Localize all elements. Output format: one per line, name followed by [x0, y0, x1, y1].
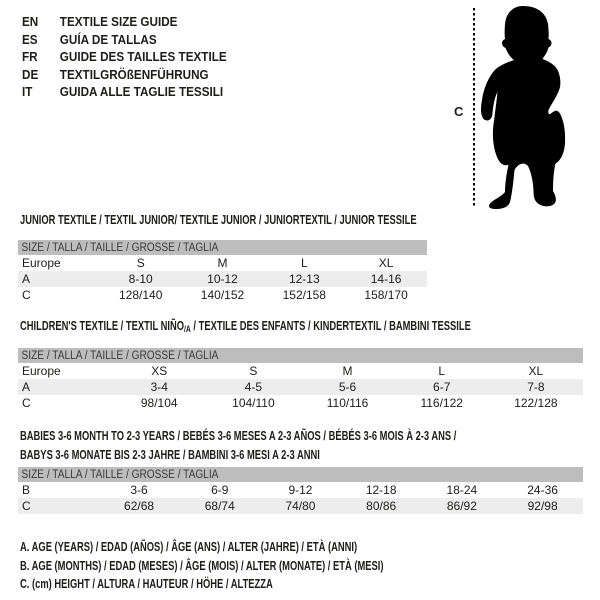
- size-value-cell: 152/158: [282, 288, 326, 302]
- size-value-cell: 4-5: [206, 379, 300, 395]
- size-value-cell: L: [300, 256, 308, 270]
- size-header-text: SIZE / TALLA / TAILLE / GRÖSSE / TAGLIA: [21, 349, 219, 362]
- note-line: A. AGE (YEARS) / EDAD (AÑOS) / ÂGE (ANS) / ALTER (JAHRE) / ETÀ (ANNI): [20, 540, 358, 554]
- size-value-cell: M: [217, 256, 228, 270]
- row-label-cell: A: [18, 271, 100, 287]
- section-title-text: BABIES 3-6 MONTH TO 2-3 YEARS / BEBÉS 3-6 MESES A 2-3 AÑOS / BÉBÉS 3-6 MOIS À 2-3 ANS /: [20, 429, 457, 443]
- section-title-line: [20, 427, 456, 446]
- size-table-children: [18, 348, 583, 411]
- size-value-cell: 14-16: [345, 271, 427, 287]
- row-label-cell: C: [22, 288, 31, 302]
- section-title-text: / TEXTILE DES ENFANTS / KINDERTEXTIL / BAMBINI TESSILE: [190, 319, 471, 333]
- size-value-cell: 98/104: [140, 396, 178, 410]
- size-value-cell: 74/80: [260, 498, 341, 514]
- section-title-line: [20, 317, 471, 339]
- baby-silhouette-path: [481, 6, 565, 209]
- language-code: IT: [22, 84, 33, 99]
- size-table-row: [18, 363, 583, 379]
- size-value-cell: 116/122: [420, 396, 463, 410]
- footnote-list: [20, 538, 384, 594]
- size-table-junior: [18, 240, 427, 303]
- size-value-cell: 158/170: [364, 288, 408, 302]
- language-row: [22, 48, 227, 66]
- size-value-cell: XS: [151, 364, 168, 378]
- language-code: DE: [22, 66, 39, 82]
- size-value-cell: 9-12: [288, 483, 313, 497]
- size-value-cell: 24-36: [527, 483, 558, 497]
- section-title-babies: [20, 427, 456, 464]
- size-header-cell: [18, 240, 427, 255]
- row-label-cell: C: [18, 498, 99, 514]
- size-value-cell: 5-6: [300, 379, 394, 395]
- language-title: GUÍA DE TALLAS: [59, 31, 157, 47]
- language-row: [22, 83, 227, 101]
- language-code: ES: [22, 31, 38, 47]
- height-measure-dashed-line: [473, 8, 475, 207]
- language-title-list: [22, 13, 249, 101]
- size-table-row: [18, 395, 583, 411]
- language-title: GUIDA ALLE TAGLIE TESSILI: [59, 84, 224, 99]
- language-code: EN: [22, 14, 39, 29]
- row-label-cell: Europe: [22, 256, 61, 270]
- size-value-cell: L: [438, 364, 446, 378]
- language-code: FR: [22, 49, 38, 64]
- size-table-row: [18, 287, 427, 303]
- size-value-cell: 3-4: [112, 379, 206, 395]
- section-title-children: [20, 317, 471, 339]
- size-header-text: SIZE / TALLA / TAILLE / GRÖSSE / TAGLIA: [21, 468, 219, 481]
- size-value-cell: 7-8: [489, 379, 583, 395]
- size-value-cell: XL: [378, 256, 394, 270]
- language-row: [22, 31, 227, 49]
- row-label-cell: C: [22, 396, 31, 410]
- size-header-cell: [18, 348, 583, 363]
- size-table-row: [18, 379, 583, 395]
- size-value-cell: 104/110: [232, 396, 275, 410]
- size-value-cell: 12-18: [365, 483, 397, 497]
- baby-silhouette-icon: [479, 4, 574, 211]
- size-table-row: [18, 498, 583, 514]
- note-line: C. (cm) HEIGHT / ALTURA / HAUTEUR / HÖHE / ALTEZZA: [20, 577, 273, 591]
- size-value-cell: 80/86: [341, 498, 422, 514]
- size-value-cell: 122/128: [514, 396, 558, 410]
- section-title-line: [20, 446, 456, 465]
- size-header-row: [18, 240, 427, 255]
- section-title-junior: [20, 211, 417, 230]
- size-header-row: [18, 348, 583, 363]
- size-value-cell: 12-13: [263, 271, 345, 287]
- size-value-cell: 140/152: [200, 288, 245, 302]
- size-value-cell: 10-12: [182, 271, 264, 287]
- section-title-text: BABYS 3-6 MONATE BIS 2-3 JAHRE / BAMBINI 3-6 MESI A 2-3 ANNI: [20, 447, 320, 462]
- language-title: TEXTILE SIZE GUIDE: [59, 14, 178, 29]
- language-title: GUIDE DES TAILLES TEXTILE: [59, 49, 227, 64]
- size-value-cell: 6-9: [211, 483, 229, 497]
- section-title-text: CHILDREN'S TEXTILE / TEXTIL NIÑO: [20, 319, 185, 333]
- height-label-c: C: [454, 104, 464, 119]
- size-value-cell: S: [249, 364, 258, 378]
- size-value-cell: XL: [528, 364, 544, 378]
- row-label-cell: B: [22, 483, 31, 497]
- section-title-subscript: /A: [184, 324, 191, 334]
- size-value-cell: S: [136, 256, 145, 270]
- size-value-cell: 3-6: [130, 483, 148, 497]
- note-line: B. AGE (MONTHS) / EDAD (MESES) / ÂGE (MOIS) / ALTER (MONATE) / ETÀ (MESI): [20, 558, 384, 573]
- size-table-row: [18, 255, 427, 271]
- section-title-line: [20, 211, 417, 230]
- size-value-cell: M: [342, 364, 353, 378]
- size-table-row: [18, 482, 583, 498]
- size-value-cell: 110/116: [326, 396, 369, 410]
- size-value-cell: 62/68: [99, 498, 180, 514]
- row-label-cell: Europe: [22, 364, 61, 378]
- size-table-row: [18, 271, 427, 287]
- size-value-cell: 18-24: [446, 483, 478, 497]
- size-header-text: SIZE / TALLA / TAILLE / GRÖSSE / TAGLIA: [21, 241, 219, 254]
- size-value-cell: 68/74: [179, 498, 260, 514]
- size-value-cell: 8-10: [100, 271, 182, 287]
- language-title: TEXTILGRÖßENFÜHRUNG: [59, 66, 209, 82]
- size-value-cell: 92/98: [502, 498, 583, 514]
- size-value-cell: 128/140: [119, 288, 163, 302]
- size-table-babies: [18, 467, 583, 514]
- row-label-cell: A: [18, 379, 112, 395]
- language-row: [22, 13, 227, 31]
- language-row: [22, 66, 227, 84]
- size-value-cell: 86/92: [422, 498, 503, 514]
- size-header-cell: [18, 467, 583, 482]
- size-value-cell: 6-7: [395, 379, 489, 395]
- size-header-row: [18, 467, 583, 482]
- section-title-text: JUNIOR TEXTILE / TEXTIL JUNIOR/ TEXTILE JUNIOR / JUNIORTEXTIL / JUNIOR TESSILE: [20, 213, 417, 227]
